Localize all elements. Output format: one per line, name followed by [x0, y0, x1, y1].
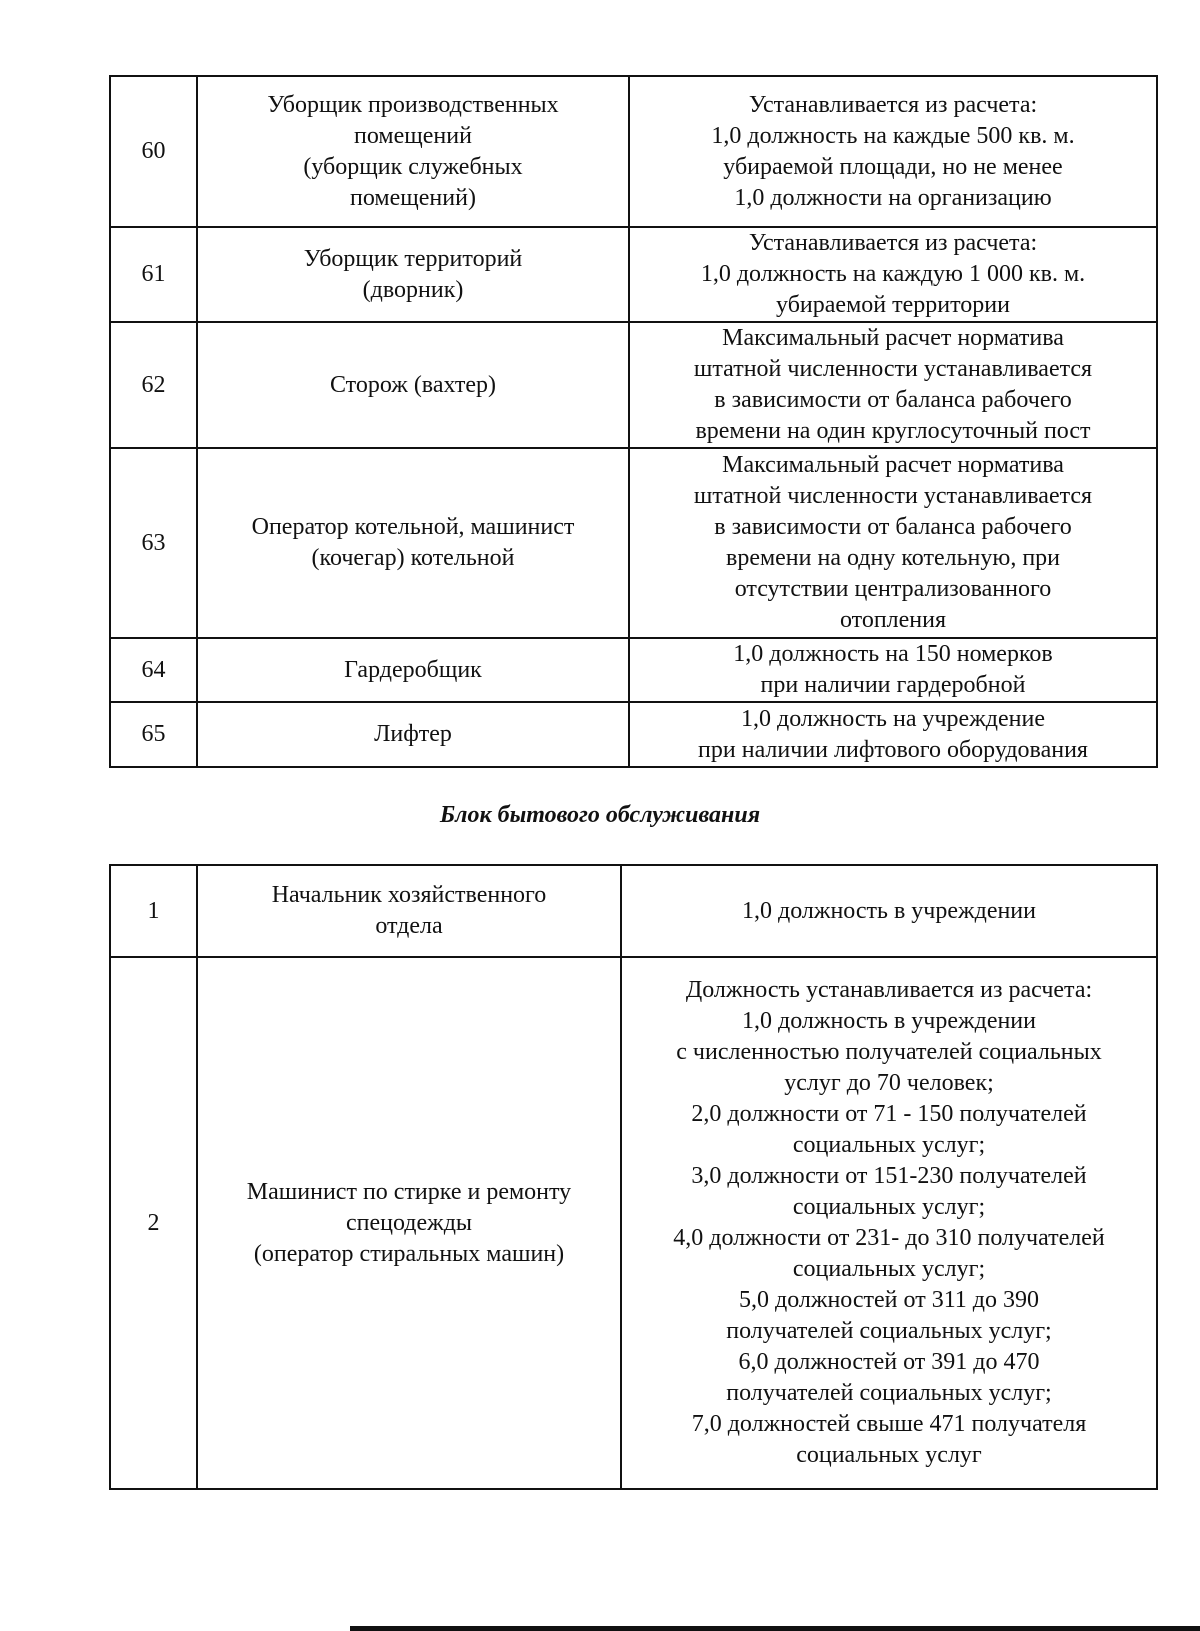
position-title: Уборщик территорий (дворник)	[197, 227, 629, 322]
row-number: 64	[110, 638, 197, 702]
position-title: Уборщик производственных помещений (уборщик служебных помещений)	[197, 76, 629, 227]
table-row	[110, 702, 1157, 767]
table-row	[110, 448, 1157, 638]
staffing-norm: 1,0 должность на учреждение при наличии лифтового оборудования	[629, 702, 1157, 767]
staffing-norm: Максимальный расчет норматива штатной численности устанавливается в зависимости от баланса рабочего времени на один круглосуточный пост	[629, 322, 1157, 448]
section-heading: Блок бытового обслуживания	[439, 802, 761, 828]
staffing-norm: Устанавливается из расчета: 1,0 должность на каждую 1 000 кв. м. убираемой территории	[629, 227, 1157, 322]
page-bottom-rule	[350, 1626, 1200, 1631]
row-number: 62	[110, 322, 197, 448]
table-row	[110, 227, 1157, 322]
table-row	[110, 638, 1157, 702]
table-row	[110, 322, 1157, 448]
row-number: 2	[110, 957, 197, 1489]
staffing-norm: 1,0 должность на 150 номерков при наличии гардеробной	[629, 638, 1157, 702]
position-title: Машинист по стирке и ремонту спецодежды (оператор стиральных машин)	[197, 957, 621, 1489]
position-title: Начальник хозяйственного отдела	[197, 865, 621, 957]
staffing-norm: Устанавливается из расчета: 1,0 должность на каждые 500 кв. м. убираемой площади, но не менее 1,0 должности на организацию	[629, 76, 1157, 227]
staffing-table-1	[109, 75, 1158, 768]
staffing-norm: Должность устанавливается из расчета: 1,0 должность в учреждении с численностью получателей социальных услуг до 70 человек; 2,0 должности от 71 - 150 получателей социальных услуг; 3,0 должности от 151-230 получателей социальных услуг; 4,0 должности от 231- до 310 получателей социальных услуг; 5,0 должностей от 311 до 390 получателей социальных услуг; 6,0 должностей от 391 до 470 получателей социальных услуг; 7,0 должностей свыше 471 получателя социальных услуг	[621, 957, 1157, 1489]
staffing-table-2	[109, 864, 1158, 1490]
row-number: 61	[110, 227, 197, 322]
table-row	[110, 865, 1157, 957]
table-row	[110, 957, 1157, 1489]
position-title: Сторож (вахтер)	[197, 322, 629, 448]
row-number: 1	[110, 865, 197, 957]
row-number: 63	[110, 448, 197, 638]
position-title: Гардеробщик	[197, 638, 629, 702]
staffing-norm: 1,0 должность в учреждении	[621, 865, 1157, 957]
row-number: 65	[110, 702, 197, 767]
row-number: 60	[110, 76, 197, 227]
position-title: Оператор котельной, машинист (кочегар) котельной	[197, 448, 629, 638]
position-title: Лифтер	[197, 702, 629, 767]
table-row	[110, 76, 1157, 227]
staffing-norm: Максимальный расчет норматива штатной численности устанавливается в зависимости от баланса рабочего времени на одну котельную, при отсутствии централизованного отопления	[629, 448, 1157, 638]
